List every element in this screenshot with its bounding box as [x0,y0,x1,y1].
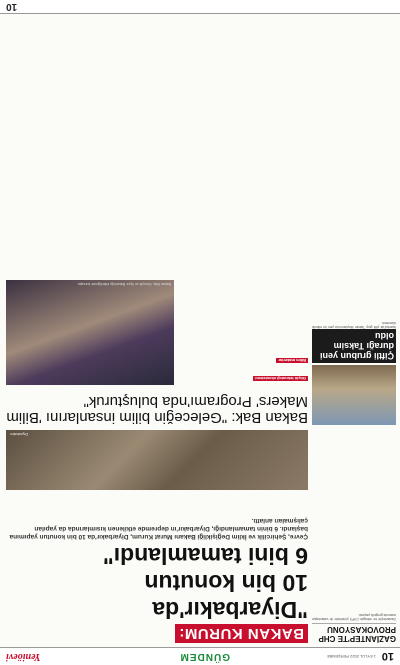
left-column [312,443,396,643]
page-number: 10 [381,650,394,662]
page-header [0,647,400,665]
mid-story-photo [6,280,174,385]
mid-photo-caption: Bakan Bak, Gençlik ve Spor Bakanlığı etkinliğinde konuştu. [76,282,171,286]
footer-page-number: 10 [6,1,18,12]
photo-caption: Diyarbakır [10,432,29,437]
mid-headline: Bakan Bak: "Geleceğin bilim insanlarını 'Bilim Makers' Programı'nda buluşturuk" [6,393,308,426]
feature-photo [312,365,396,425]
main-kicker: BAKAN KURUM: [175,624,308,643]
newspaper-logo: Yeniöevi [6,651,41,662]
headline-line-3: 6 bini tamamlandı" [102,543,308,569]
main-subhead: Çevre, Şehircilik ve İklim Değişikliği Bakanı Murat Kurum, Diyarbakır'da 10 bin konutun yapımına başlandı. 6 binin tamamlandığı, Diyarbakır'ın depremde etkilenen kısımlarında da yapılan çalışmaları anlattı. [9,517,308,540]
headline-line-1: "Diyarbakır'da [152,597,308,623]
page-footer [0,0,400,14]
issue-date: 1 EYLÜL 2022 PERŞEMBE [326,654,376,659]
headline-line-2: 10 bin konutun [144,570,308,596]
feature-text: İstanbul'da çiftli grup Taksim Meydanı'nda yeni bir etkinlik düzenledi. [312,321,396,329]
highlight-1: Güçlü teknoloji ekosistemi [255,376,306,381]
feature-headline: Çiftli grubun yeni durağı Taksim oldu [312,329,396,363]
left-body-text: Gaziantep'te bir mitingde CHP'li yöneticiler ile vatandaşlar arasında gerginlik yaşandı. [312,613,396,621]
divider [312,623,396,624]
main-headline-block [6,516,308,643]
section-title: GÜNDEM [179,651,230,662]
mid-story [6,95,308,425]
feature-story [312,321,396,425]
highlight-2: Bilim makerlar [278,358,306,363]
left-kicker: GAZİANTEP'TE CHP PROVOKASYONU [318,625,396,643]
main-story-photo [6,430,308,490]
